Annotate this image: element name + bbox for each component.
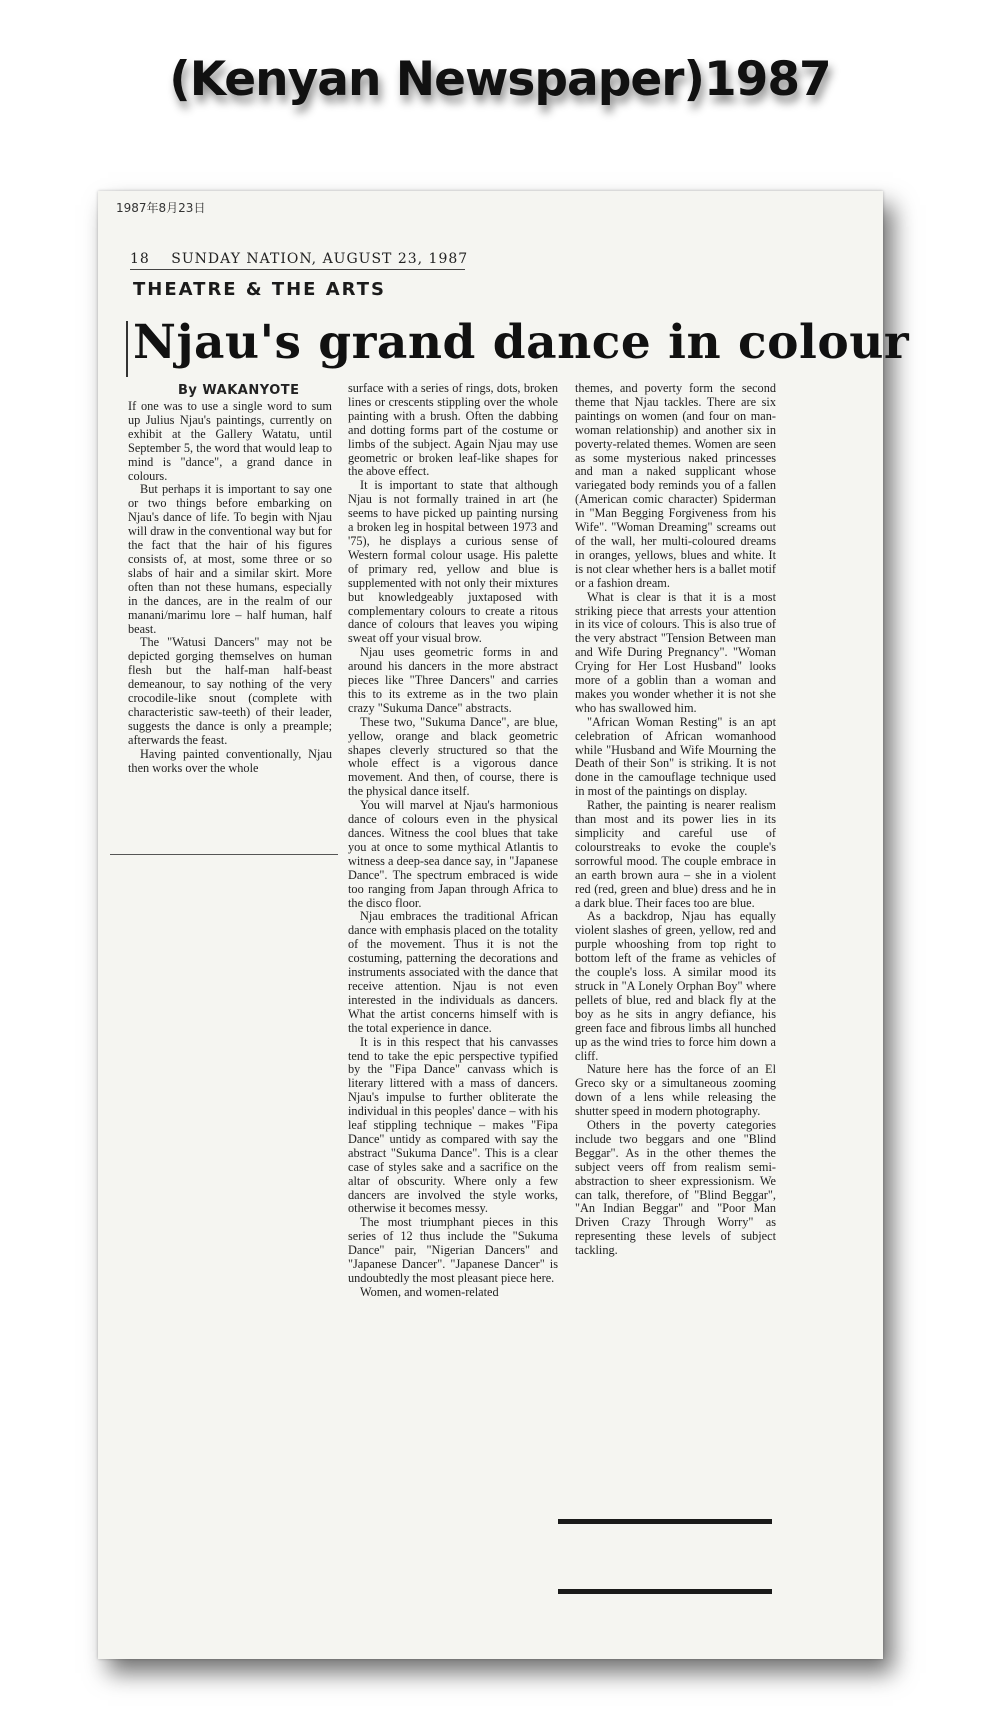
paragraph: Nature here has the force of an El Greco sky or a simultaneous zooming down of a lens while releasing the shutter speed in modern photography. — [575, 1062, 776, 1119]
paragraph: Njau uses geometric forms in and around his dancers in the more abstract pieces like "Three Dancers" and carries this to its extreme as in the two plain crazy "Sukuma Dance" abstracts. — [348, 645, 558, 715]
article-headline: Njau's grand dance in colour — [133, 315, 910, 370]
masthead: SUNDAY NATION, AUGUST 23, 1987 — [171, 251, 469, 267]
end-bar — [558, 1519, 772, 1524]
article-column-1 — [128, 400, 332, 848]
paragraph: Rather, the painting is nearer realism than most and its power lies in its simplicity and careful use of colourstreaks to evoke the couple's sorrowful mood. The couple embrace in an earth brown aura – she in a violent red (red, green and blue) dress and he in a dark blue. Their faces too are blue. — [575, 798, 776, 910]
paragraph: What is clear is that it is a most striking piece that arrests your attention in its vice of colours. This is also true of the very abstract "Tension Between man and Wife During Pregnancy". "Woman Crying for Her Lost Husband" looks more of a goblin than a woman and makes you wonder whether it is not she who has swallowed him. — [575, 589, 776, 715]
newspaper-folio — [130, 251, 469, 270]
paragraph: "African Woman Resting" is an apt celebration of African womanhood while "Husband and Wife Mourning the Death of their Son" is striking. It is not done in the camouflage technique used in most of the paintings on display. — [575, 714, 776, 799]
paragraph: You will marvel at Njau's harmonious dance of colours even in the physical dances. Witness the cool blues that take you at once to some mythical Atlantis to witness a deep-sea dance say, in "Japanese Dance". The spectrum embraced is wide too ranging from Japan through Africa to the disco floor. — [348, 798, 558, 910]
article-column-3 — [575, 382, 776, 1499]
page-heading: (Kenyan Newspaper)1987 — [169, 52, 831, 107]
paragraph: As a backdrop, Njau has equally violent slashes of green, yellow, red and purple whooshing from top right to bottom left of the frame as vehicles of the couple's loss. A similar mood its struck in "A Lonely Orphan Boy" where pellets of blue, red and black fly at the boy as he sits in angry defiance, his green face and fibrous limbs all hunched up as the wind tries to force him down a cliff. — [575, 909, 776, 1063]
paragraph: themes, and poverty form the second theme that Njau tackles. There are six paintings on women (and four on man-woman relationship) and another six in poverty-related themes. Women are seen as some mysterious naked princesses and man a naked supplicant whose variegated body reminds you of a fallen (American comic character) Spiderman in "Man Begging Forgiveness from his Wife". "Woman Dreaming" screams out of the wall, her multi-coloured dreams in oranges, yellows, blues and white. It is not clear whether hers is a ballet motif or a fashion dream. — [575, 382, 776, 590]
headline-rule — [126, 321, 128, 377]
newspaper-clipping — [98, 191, 910, 1659]
paragraph: Women, and women-related — [360, 1284, 499, 1299]
paragraph: It is in this respect that his canvasses tend to take the epic perspective typified by the "Fipa Dance" canvass which is literary littered with a mass of dancers. Njau's impulse to further obliterate the individual in this peoples' dance – with his leaf stippling technique – makes "Fipa Dance" untidy as compared with say the abstract "Sukuma Dance". This is a clear case of styles sake and a sacrifice on the altar of obscurity. Where only a few dancers are involved the style works, otherwise it becomes messy. — [348, 1034, 558, 1216]
paragraph: Others in the poverty categories include two beggars and one "Blind Beggar". As in the other themes the subject veers off from realism semi-abstraction to sheer expressionism. We can talk, therefore, of "Blind Beggar", "An Indian Beggar" and "Poor Man Driven Crazy Through Worry" as representing these levels of subject tackling. — [575, 1118, 776, 1258]
article-column-2 — [348, 382, 558, 1585]
date-stamp: 1987年8月23日 — [116, 201, 206, 215]
paragraph: If one was to use a single word to sum up Julius Njau's paintings, currently on exhibit at the Gallery Watatu, until September 5, the word that would leap to mind is "dance", a grand dance in colours. — [128, 400, 332, 483]
page-number: 18 — [130, 251, 150, 267]
paragraph: surface with a series of rings, dots, broken lines or crescents stippling over the whole painting with a brush. Often the dabbing and dotting forms part of the costume or limbs of the subject. Again Njau may use geometric or broken leaf-like shapes for the above effect. — [348, 382, 558, 479]
article-byline: By WAKANYOTE — [178, 383, 300, 398]
paragraph: The most triumphant pieces in this series of 12 thus include the "Sukuma Dance" pair, "Nigerian Dancers" and "Japanese Dancer". "Japanese Dancer" is undoubtedly the most pleasant piece here. — [348, 1215, 558, 1285]
paragraph: But perhaps it is important to say one or two things before embarking on Njau's dance of life. To begin with Njau will draw in the conventional way but for the fact that the hair of his figures consists of, at most, some three or so slabs of hair and a similar skirt. More often than not these humans, especially in the dances, are in the realm of our manani/marimu lore – half human, half beast. — [128, 482, 332, 636]
paragraph: It is important to state that although Njau is not formally trained in art (he seems to have picked up painting nursing a broken leg in hospital between 1973 and '75), he displays a curious sense of Western formal colour usage. His palette of primary red, yellow and blue is supplemented with not only their mixtures but knowledgeably juxtaposed with complementary colours to create a ritous dance of colours that leaves you wiping sweat off your visual brow. — [348, 478, 558, 646]
paragraph: These two, "Sukuma Dance", are blue, yellow, orange and black geometric shapes cleverly structured so that the whole effect is a vigorous dance movement. And then, of course, there is the physical dance itself. — [348, 714, 558, 799]
end-bar — [558, 1589, 772, 1594]
paragraph: Njau embraces the traditional African dance with emphasis placed on the totality of the movement. Thus it is not the costuming, patterning the decorations and instruments associated with the dance that receive attention. Njau is not even interested in the individuals as dancers. What the artist concerns himself with is the total experience in dance. — [348, 909, 558, 1035]
section-label: THEATRE & THE ARTS — [133, 279, 386, 300]
column-end-rule — [110, 854, 338, 855]
paragraph: Having painted conventionally, Njau then works over the whole — [128, 746, 332, 775]
paragraph: The "Watusi Dancers" may not be depicted gorging themselves on human flesh but the half-man half-beast demeanour, to say nothing of the very crocodile-like snout (complete with characteristic saw-teeth) of their leader, suggests the dance is only a preample; afterwards the feast. — [128, 635, 332, 747]
